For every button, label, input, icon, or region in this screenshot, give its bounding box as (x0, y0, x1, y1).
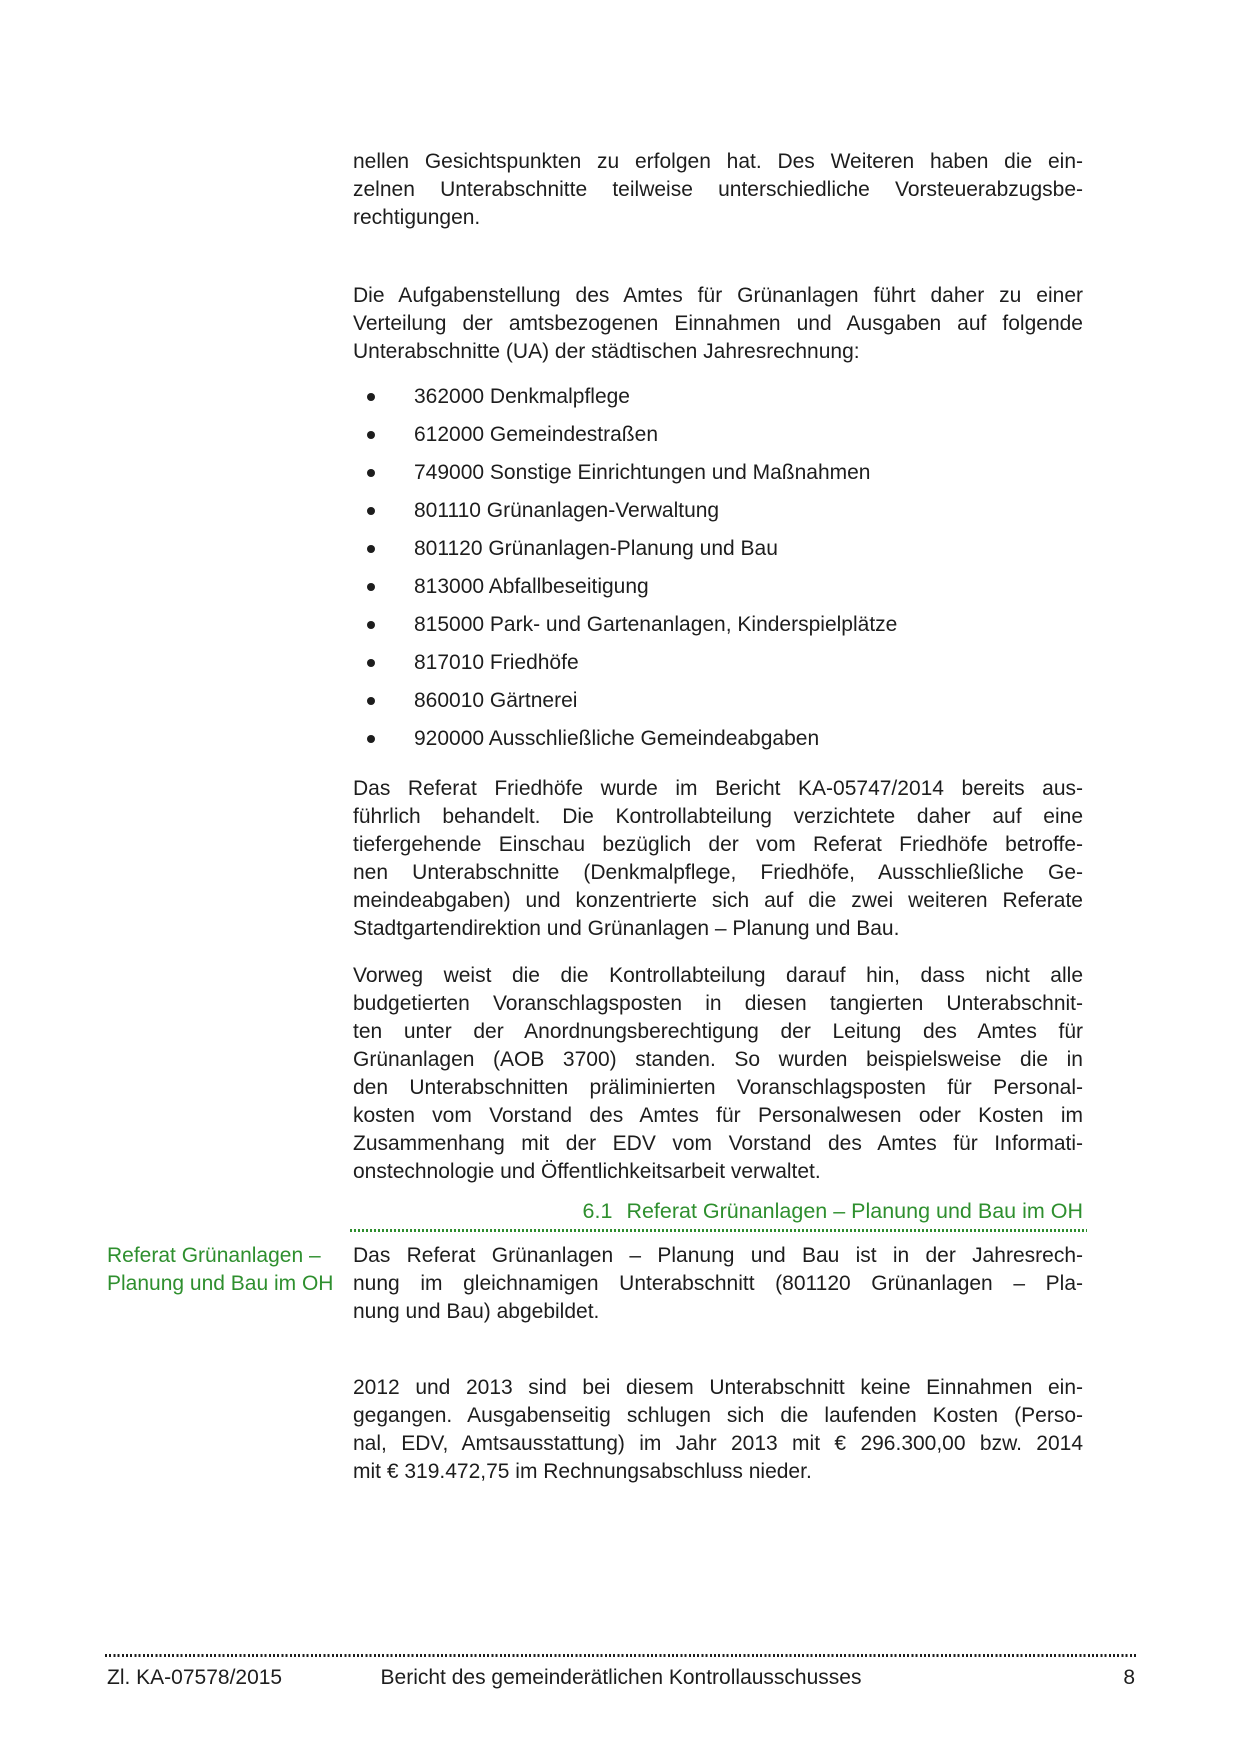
text-line: gegangen. Ausgabenseitig schlugen sich die laufenden Kosten (Perso- (353, 1404, 1083, 1427)
list-item (353, 454, 1083, 492)
list-item-label: 801110 Grünanlagen-Verwaltung (414, 499, 720, 522)
bullet-icon (367, 697, 375, 705)
list-item-label: 749000 Sonstige Einrichtungen und Maßnahmen (414, 461, 871, 484)
list-item (353, 644, 1083, 682)
list-item-label: 817010 Friedhöfe (414, 651, 579, 674)
text-line: tiefergehende Einschau bezüglich der vom Referat Friedhöfe betroffe- (353, 833, 1083, 856)
section-number: 6.1 (582, 1199, 613, 1223)
text-line: nellen Gesichtspunkten zu erfolgen hat. Des Weiteren haben die ein- (353, 150, 1083, 173)
footer-dotted-rule (105, 1654, 1137, 1657)
paragraph-referat-gruenanlagen (353, 1242, 1083, 1326)
text-line: nen Unterabschnitte (Denkmalpflege, Friedhöfe, Ausschließliche Ge- (353, 861, 1083, 884)
text-line: Das Referat Grünanlagen – Planung und Bau ist in der Jahresrech- (353, 1244, 1083, 1267)
section-heading (353, 1198, 1083, 1224)
paragraph-aufgabenstellung (353, 282, 1083, 366)
text-line: Verteilung der amtsbezogenen Einnahmen und Ausgaben auf folgende (353, 312, 1083, 335)
list-item (353, 492, 1083, 530)
text-line: kosten vom Vorstand des Amtes für Personalwesen oder Kosten im (353, 1104, 1083, 1127)
footer (105, 1664, 1137, 1692)
list-item (353, 568, 1083, 606)
text-line: Stadtgartendirektion und Grünanlagen – Planung und Bau. (353, 917, 900, 940)
bullet-icon (367, 583, 375, 591)
bullet-icon (367, 621, 375, 629)
list-item-label: 612000 Gemeindestraßen (414, 423, 658, 446)
text-line: Vorweg weist die die Kontrollabteilung darauf hin, dass nicht alle (353, 964, 1083, 987)
list-item-label: 860010 Gärtnerei (414, 689, 578, 712)
list-item (353, 530, 1083, 568)
list-item-label: 362000 Denkmalpflege (414, 385, 630, 408)
list-item (353, 378, 1083, 416)
bullet-icon (367, 659, 375, 667)
text-line: zelnen Unterabschnitte teilweise unterschiedliche Vorsteuerabzugsbe- (353, 178, 1083, 201)
paragraph-referat-friedhoefe (353, 775, 1083, 943)
list-item (353, 682, 1083, 720)
text-line: rechtigungen. (353, 206, 481, 229)
text-line: nung und Bau) abgebildet. (353, 1300, 600, 1323)
text-line: 2012 und 2013 sind bei diesem Unterabschnitt keine Einnahmen ein- (353, 1376, 1083, 1399)
text-line: Die Aufgabenstellung des Amtes für Grünanlagen führt daher zu einer (353, 284, 1083, 307)
list-item-label: 801120 Grünanlagen-Planung und Bau (414, 537, 778, 560)
bullet-icon (367, 469, 375, 477)
bullet-icon (367, 431, 375, 439)
text-line: nung im gleichnamigen Unterabschnitt (801120 Grünanlagen – Pla- (353, 1272, 1083, 1295)
footer-reference: Zl. KA-07578/2015 (107, 1666, 283, 1689)
footer-page-number: 8 (1123, 1666, 1135, 1689)
list-item-label: 815000 Park- und Gartenanlagen, Kinderspielplätze (414, 613, 898, 636)
paragraph-vorweg (353, 962, 1083, 1186)
list-item (353, 416, 1083, 454)
unterabschnitte-list (353, 378, 1083, 758)
text-line: meindeabgaben) und konzentrierte sich auf die zwei weiteren Referate (353, 889, 1083, 912)
text-line: budgetierten Voranschlagsposten in diesen tangierten Unterabschnit- (353, 992, 1083, 1015)
list-item-label: 813000 Abfallbeseitigung (414, 575, 649, 598)
text-line: führlich behandelt. Die Kontrollabteilung verzichtete daher auf eine (353, 805, 1083, 828)
bullet-icon (367, 507, 375, 515)
text-line: Grünanlagen (AOB 3700) standen. So wurden beispielsweise die in (353, 1048, 1083, 1071)
footer-title: Bericht des gemeinderätlichen Kontrollausschusses (380, 1666, 862, 1689)
text-line: ten unter der Anordnungsberechtigung der Leitung des Amtes für (353, 1020, 1083, 1043)
text-line: Zusammenhang mit der EDV vom Vorstand des Amtes für Informati- (353, 1132, 1083, 1155)
paragraph-intro (353, 148, 1083, 232)
text-line: onstechnologie und Öffentlichkeitsarbeit verwaltet. (353, 1160, 821, 1183)
list-item-label: 920000 Ausschließliche Gemeindeabgaben (414, 727, 820, 750)
margin-note (107, 1242, 353, 1298)
list-item (353, 606, 1083, 644)
text-line: Das Referat Friedhöfe wurde im Bericht KA-05747/2014 bereits aus- (353, 777, 1083, 800)
section-title: Referat Grünanlagen – Planung und Bau im OH (626, 1199, 1083, 1223)
text-line: Unterabschnitte (UA) der städtischen Jahresrechnung: (353, 340, 860, 363)
bullet-icon (367, 545, 375, 553)
bullet-icon (367, 393, 375, 401)
bullet-icon (367, 735, 375, 743)
text-line: nal, EDV, Amtsausstattung) im Jahr 2013 mit € 296.300,00 bzw. 2014 (353, 1432, 1083, 1455)
section-heading-dotted-rule (350, 1229, 1087, 1232)
text-line: Planung und Bau im OH (107, 1272, 334, 1295)
text-line: mit € 319.472,75 im Rechnungsabschluss nieder. (353, 1460, 812, 1483)
text-line: den Unterabschnitten präliminierten Voranschlagsposten für Personal- (353, 1076, 1083, 1099)
list-item (353, 720, 1083, 758)
text-line: Referat Grünanlagen – (107, 1244, 321, 1267)
paragraph-einnahmen-ausgaben (353, 1374, 1083, 1486)
